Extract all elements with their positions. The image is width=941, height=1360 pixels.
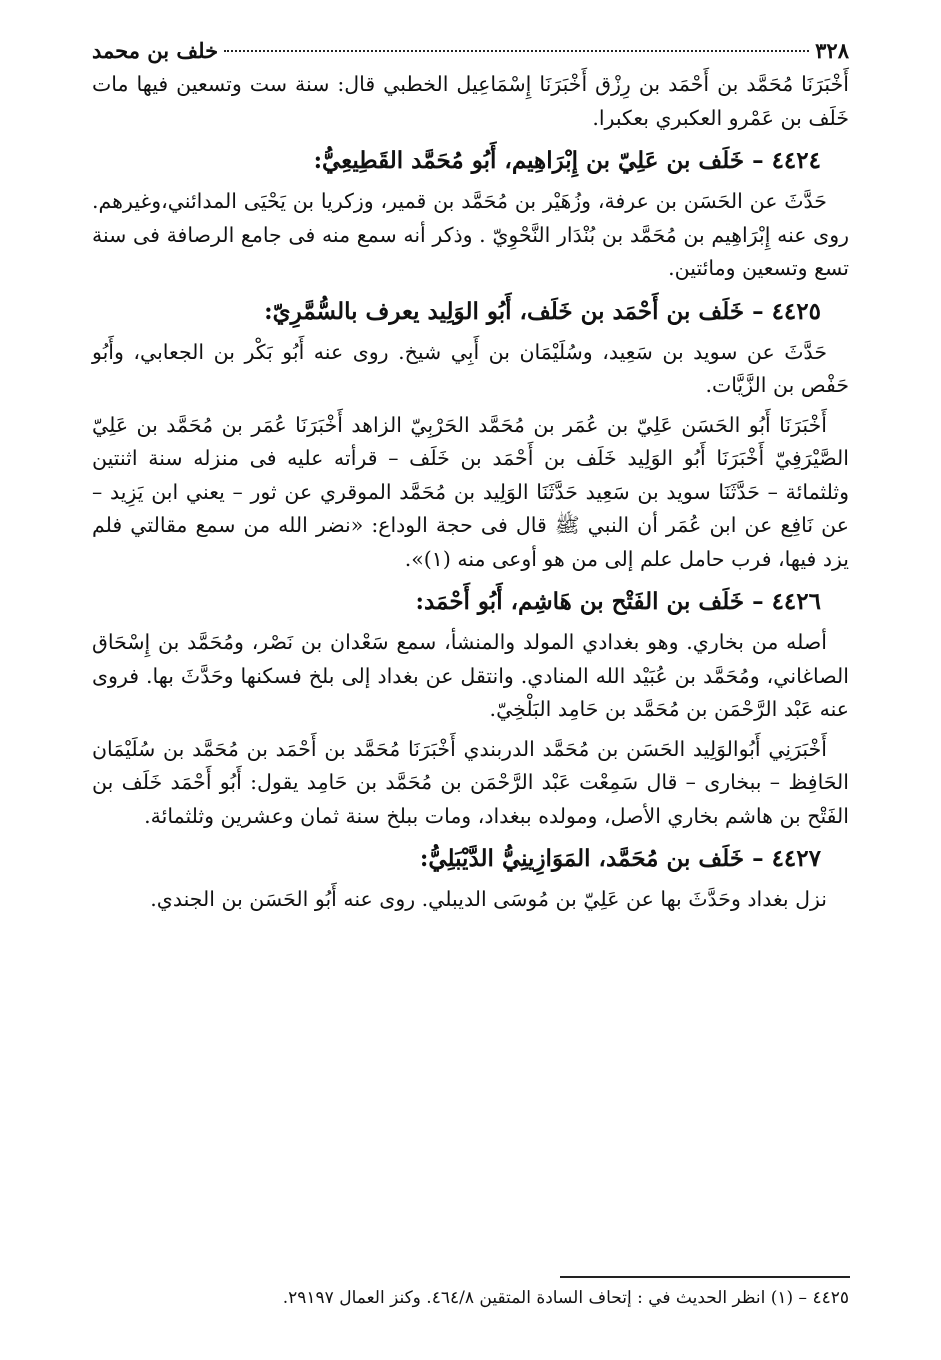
paragraph-6: أَخْبَرَنِي أَبُوالوَلِيد الحَسَن بن مُحَمَّد الدربندي أَخْبَرَنَا مُحَمَّد بن أَحْمَد بن مُحَمَّد بن سُلَيْمَان الحَافِظ – ببخارى – قال سَمِعْت عَبْد الرَّحْمَن بن مُحَمَّد بن حَامِد يقول: أَبُو أَحْمَد خَلَف بن الفَتْح بن هاشم بخاري الأصل، ومولده ببغداد، ومات ببلخ سنة ثمان وعشرين وثلثمائة. (92, 736, 849, 828)
paragraph-2: حَدَّثَ عن الحَسَن بن عرفة، وزُهَيْر بن مُحَمَّد بن قمير، وزكريا بن يَحْيَى المدائني،وغيرهم. روى عنه إِبْرَاهِيم بن مُحَمَّد بن بُنْدَار النَّحْوِيّ . وذكر أنه سمع منه فى جامع الرصافة فى سنة تسع وتسعين ومائتين. (92, 189, 849, 280)
leader-dots (224, 50, 809, 52)
paragraph-7: نزل بغداد وحَدَّثَ بها عن عَلِيّ بن مُوسَى الديبلي. روى عنه أَبُو الحَسَن بن الجندي. (150, 887, 827, 911)
paragraph-5: أصله من بخاري. وهو بغدادي المولد والمنشأ، سمع سَعْدان بن نَصْر، ومُحَمَّد بن إِسْحَاق الصاغاني، ومُحَمَّد بن عُبَيْد الله المنادي. وانتقل عن بغداد إلى بلخ فسكنها وحَدَّثَ بها. فروى عنه عَبْد الرَّحْمَن بن مُحَمَّد بن حَامِد البَلْخِيّ. (92, 630, 849, 721)
entry-heading-4426: ٤٤٢٦ – خَلَف بن الفَتْح بن هَاشِم، أَبُو أَحْمَد: (415, 588, 821, 615)
running-title: خلف بن محمد (92, 38, 219, 63)
paragraph-3: حَدَّثَ عن سويد بن سَعِيد، وسُلَيْمَان بن أَبِي شيخ. روى عنه أَبُو بَكْر بن الجعابي، وأَبُو حَفْص بن الزَّيَّات. (92, 339, 849, 397)
paragraph-4: أَخْبَرَنَا أَبُو الحَسَن عَلِيّ بن عُمَر بن مُحَمَّد الحَرْبِيّ الزاهد أَخْبَرَنَا عُمَر بن مُحَمَّد بن عَلِيّ الصَّيْرَفِيّ أَخْبَرَنَا أَبُو الوَلِيد خَلَف بن أَحْمَد بن خَلَف – قرأته عليه فى منزله سنة اثنتين وثلثمائة – حَدَّثَنَا سويد بن سَعِيد حَدَّثَنَا الوَلِيد بن مُحَمَّد الموقري عن ثور – يعني ابن يَزِيد – عن نَافِع عن ابن عُمَر أن النبي ﷺ قال فى حجة الوداع: «نضر الله من سمع مقالتي فلم يزد فيها، فرب حامل علم إلى من هو أوعى منه (١)». (92, 412, 849, 571)
entry-heading-4425: ٤٤٢٥ – خَلَف بن أَحْمَد بن خَلَف، أَبُو الوَلِيد يعرف بالسُّمَّرِيّ: (264, 297, 821, 325)
page-number: ٣٢٨ (815, 38, 849, 63)
footnote: ٤٤٢٥ – (١) انظر الحديث في : إتحاف السادة المتقين ٤٦٤/٨. وكنز العمال ٢٩١٩٧. (282, 1288, 849, 1308)
running-header (92, 36, 849, 66)
page-body (92, 36, 849, 917)
footnote-separator (560, 1276, 850, 1278)
paragraph-1: أَخْبَرَنَا مُحَمَّد بن أَحْمَد بن رِزْق أَخْبَرَنَا إِسْمَاعِيل الخطبي قال: سنة ست وتسعين فيها مات خَلَف بن عَمْرو العكبري بعكبرا. (92, 72, 849, 130)
entry-heading-4424: ٤٤٢٤ – خَلَف بن عَلِيّ بن إِبْرَاهِيم، أَبُو مُحَمَّد القَطِيعِيُّ: (313, 147, 821, 174)
entry-heading-4427: ٤٤٢٧ – خَلَف بن مُحَمَّد، المَوَازِينِيُّ الدَّيْبَلِيُّ: (419, 845, 821, 872)
